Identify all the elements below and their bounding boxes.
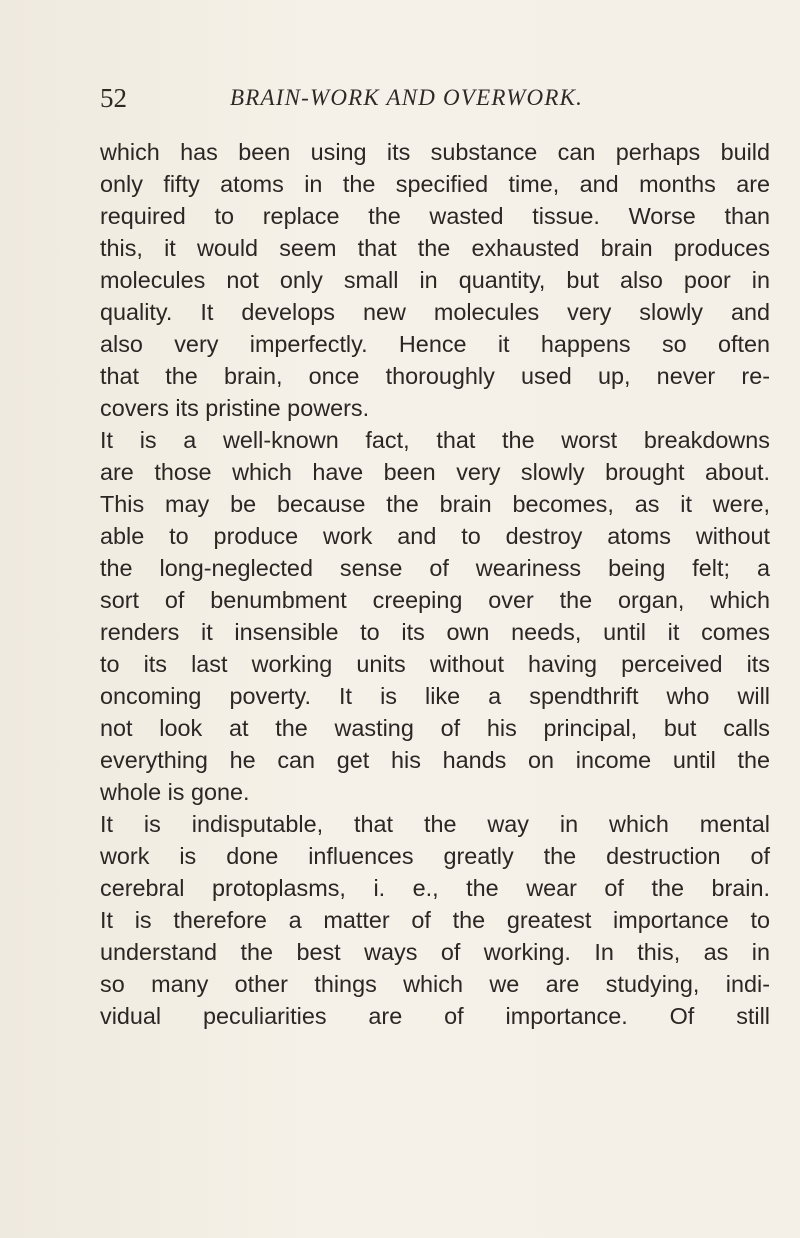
page-number: 52 xyxy=(100,83,127,113)
text-line: molecules not only small in quantity, but also poor in xyxy=(100,267,770,293)
text-line: which has been using its substance can perhaps build xyxy=(100,139,770,165)
page-header xyxy=(100,78,740,118)
text-line: vidual peculiarities are of importance. Of still xyxy=(100,1003,770,1029)
text-line: everything he can get his hands on income until the xyxy=(100,747,770,773)
text-line: not look at the wasting of his principal, but calls xyxy=(100,715,770,741)
text-line: renders it insensible to its own needs, until it comes xyxy=(100,619,770,645)
text-line: quality. It develops new molecules very slowly and xyxy=(100,299,770,325)
text-line: It is a well-known fact, that the worst breakdowns xyxy=(100,427,770,453)
text-line: whole is gone. xyxy=(100,779,250,805)
text-line: only fifty atoms in the specified time, and months are xyxy=(100,171,770,197)
text-line: able to produce work and to destroy atoms without xyxy=(100,523,770,549)
text-line: required to replace the wasted tissue. Worse than xyxy=(100,203,770,229)
text-line: so many other things which we are studying, indi- xyxy=(100,971,770,997)
text-line: to its last working units without having perceived its xyxy=(100,651,770,677)
text-line: also very imperfectly. Hence it happens so often xyxy=(100,331,770,357)
text-line: this, it would seem that the exhausted brain produces xyxy=(100,235,770,261)
text-line: the long-neglected sense of weariness being felt; a xyxy=(100,555,770,581)
text-line: covers its pristine powers. xyxy=(100,395,370,421)
text-line: understand the best ways of working. In this, as in xyxy=(100,939,770,965)
text-line: that the brain, once thoroughly used up, never re- xyxy=(100,363,770,389)
text-line: cerebral protoplasms, i. e., the wear of the brain. xyxy=(100,875,770,901)
text-line: It is indisputable, that the way in which mental xyxy=(100,811,770,837)
text-line: sort of benumbment creeping over the organ, which xyxy=(100,587,770,613)
text-line: work is done influences greatly the destruction of xyxy=(100,843,770,869)
text-line: are those which have been very slowly brought about. xyxy=(100,459,770,485)
text-line: It is therefore a matter of the greatest importance to xyxy=(100,907,770,933)
text-line: This may be because the brain becomes, as it were, xyxy=(100,491,770,517)
body-text xyxy=(100,136,770,1032)
running-head: BRAIN-WORK AND OVERWORK. xyxy=(230,85,584,110)
text-line: oncoming poverty. It is like a spendthrift who will xyxy=(100,683,770,709)
